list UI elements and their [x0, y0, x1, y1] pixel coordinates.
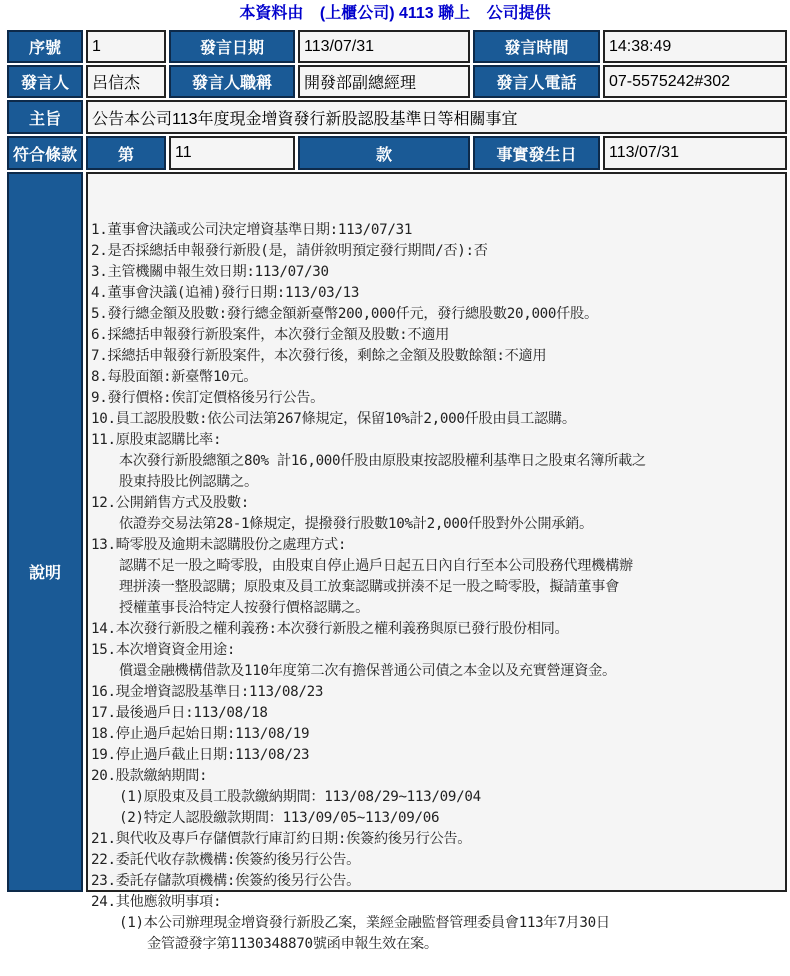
description-line: 金管證發字第1130348870號函申報生效在案。 — [147, 936, 438, 952]
phone-label: 發言人電話 — [473, 65, 600, 98]
description-list — [91, 220, 782, 955]
header-suffix: 公司提供 — [486, 5, 551, 22]
description-line: 5.發行總金額及股數:發行總金額新臺幣200,000仟元，發行總股數20,000仟股。 — [91, 306, 598, 322]
description-line: 理拼湊一整股認購；原股東及員工放棄認購或拼湊不足一股之畸零股，擬請董事會 — [119, 579, 619, 595]
description-line: 7.採總括申報發行新股案件，本次發行後，剩餘之金額及股數餘額:不適用 — [91, 348, 547, 364]
clause-value: 11 — [169, 136, 295, 170]
description-line: 9.發行價格:俟訂定價格後另行公告。 — [91, 390, 325, 406]
seq-label: 序號 — [7, 30, 83, 63]
description-line: 1.董事會決議或公司決定增資基準日期:113/07/31 — [91, 222, 413, 238]
subject-value: 公告本公司113年度現金增資發行新股認股基準日等相關事宜 — [86, 100, 787, 134]
description-line: 23.委託存儲款項機構:俟簽約後另行公告。 — [91, 873, 361, 889]
description-line: (1)原股東及員工股款繳納期間：113/08/29~113/09/04 — [119, 789, 481, 805]
subject-label: 主旨 — [7, 100, 83, 134]
clause-label: 符合條款 — [7, 136, 83, 170]
description-label — [7, 172, 83, 892]
clause-suffix: 款 — [298, 136, 470, 170]
speaker-title-label: 發言人職稱 — [169, 65, 295, 98]
description-line: 4.董事會決議(追補)發行日期:113/03/13 — [91, 285, 360, 301]
description-line: 22.委託代收存款機構:俟簽約後另行公告。 — [91, 852, 361, 868]
description-line: (1)本公司辦理現金增資發行新股乙案，業經金融監督管理委員會113年7月30日 — [119, 915, 610, 931]
header-market: (上櫃公司) 4113 聯上 — [319, 5, 471, 22]
speaker-label: 發言人 — [7, 65, 83, 98]
description-line: 15.本次增資資金用途: — [91, 642, 236, 658]
description-line: 10.員工認股股數:依公司法第267條規定，保留10%計2,000仟股由員工認購。 — [91, 411, 576, 427]
speaker-value: 呂信杰 — [86, 65, 166, 98]
source-header — [0, 4, 790, 24]
description-line: 依證券交易法第28-1條規定，提撥發行股數10%計2,000仟股對外公開承銷。 — [119, 516, 593, 532]
description-label-text: 說明 — [28, 565, 61, 582]
description-line: 19.停止過戶截止日期:113/08/23 — [91, 747, 310, 763]
fact-date-value: 113/07/31 — [603, 136, 787, 170]
description-line: 3.主管機關申報生效日期:113/07/30 — [91, 264, 329, 280]
fact-date-label: 事實發生日 — [473, 136, 600, 170]
description-line: 14.本次發行新股之權利義務:本次發行新股之權利義務與原已發行股份相同。 — [91, 621, 569, 637]
phone-value: 07-5575242#302 — [603, 65, 787, 98]
description-line: 20.股款繳納期間: — [91, 768, 208, 784]
description-line: (2)特定人認股繳款期間：113/09/05~113/09/06 — [119, 810, 440, 826]
clause-prefix: 第 — [86, 136, 166, 170]
description-line: 12.公開銷售方式及股數: — [91, 495, 249, 511]
description-line: 授權董事長洽特定人按發行價格認購之。 — [119, 600, 369, 616]
speaker-title-value: 開發部副總經理 — [298, 65, 470, 98]
description-line: 24.其他應敘明事項: — [91, 894, 222, 910]
description-line: 16.現金增資認股基準日:113/08/23 — [91, 684, 324, 700]
description-line: 2.是否採總括申報發行新股(是，請併敘明預定發行期間/否):否 — [91, 243, 488, 259]
date-value: 113/07/31 — [298, 30, 470, 63]
description-line: 17.最後過戶日:113/08/18 — [91, 705, 268, 721]
time-label: 發言時間 — [473, 30, 600, 63]
date-label: 發言日期 — [169, 30, 295, 63]
seq-value: 1 — [86, 30, 166, 63]
description-line: 13.畸零股及逾期未認購股份之處理方式: — [91, 537, 347, 553]
header-prefix: 本資料由 — [239, 5, 304, 22]
description-line: 8.每股面額:新臺幣10元。 — [91, 369, 258, 385]
time-value: 14:38:49 — [603, 30, 787, 63]
description-line: 21.與代收及專戶存儲價款行庫訂約日期:俟簽約後另行公告。 — [91, 831, 472, 847]
description-line: 認購不足一股之畸零股，由股東自停止過戶日起五日內自行至本公司股務代理機構辦 — [119, 558, 633, 574]
description-line: 本次發行新股總額之80% 計16,000仟股由原股東按認股權利基準日之股東名簿所載之 — [119, 453, 646, 469]
description-line: 償還金融機構借款及110年度第二次有擔保普通公司債之本金以及充實營運資金。 — [119, 663, 616, 679]
description-body — [86, 172, 787, 952]
description-line: 11.原股東認購比率: — [91, 432, 222, 448]
description-line: 18.停止過戶起始日期:113/08/19 — [91, 726, 310, 742]
description-line: 股東持股比例認購之。 — [119, 474, 258, 490]
description-line: 6.採總括申報發行新股案件，本次發行金額及股數:不適用 — [91, 327, 450, 343]
